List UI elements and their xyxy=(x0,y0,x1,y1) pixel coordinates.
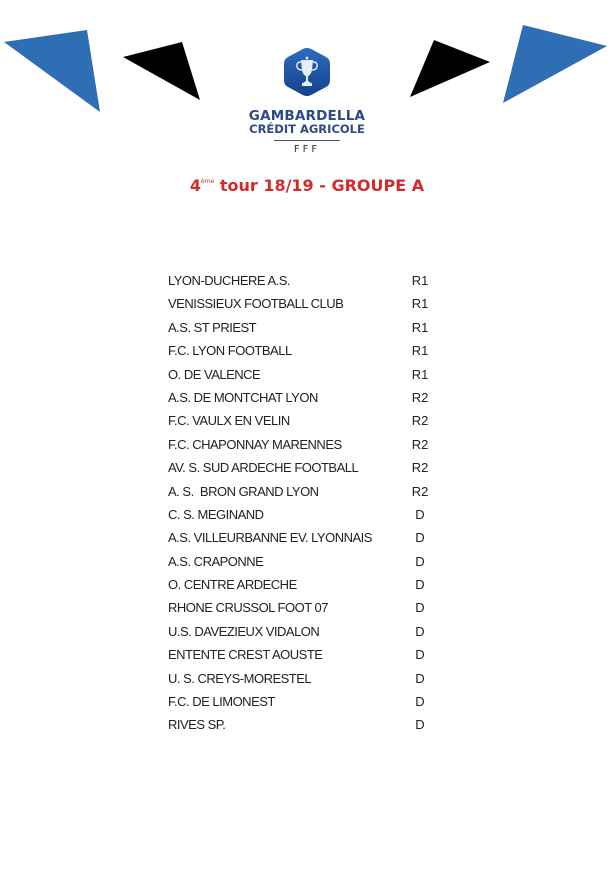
team-name: F.C. VAULX EN VELIN xyxy=(168,413,290,429)
team-level: R1 xyxy=(411,273,429,288)
team-name: VENISSIEUX FOOTBALL CLUB xyxy=(168,296,344,312)
team-level: D xyxy=(415,670,425,686)
team-row xyxy=(168,319,438,342)
team-row xyxy=(168,295,438,318)
team-level: R2 xyxy=(411,413,429,429)
team-row xyxy=(168,693,438,716)
team-row xyxy=(168,459,438,482)
team-name: A. S. BRON GRAND LYON xyxy=(168,483,319,499)
team-row xyxy=(168,342,438,365)
team-name: RHONE CRUSSOL FOOT 07 xyxy=(168,600,328,616)
team-name: RIVES SP. xyxy=(168,717,226,733)
team-row xyxy=(168,483,438,506)
team-name: U. S. CREYS-MORESTEL xyxy=(168,670,312,686)
team-name: A.S. DE MONTCHAT LYON xyxy=(168,389,318,405)
round-number: 4 xyxy=(189,176,202,195)
team-level: D xyxy=(415,623,425,639)
team-level: R2 xyxy=(411,436,429,452)
blue-triangle-left-icon xyxy=(4,30,100,112)
team-row xyxy=(168,506,438,529)
team-row xyxy=(168,553,438,576)
team-name: F.C. DE LIMONEST xyxy=(168,694,275,710)
team-name: C. S. MEGINAND xyxy=(168,506,264,522)
brand-name: GAMBARDELLA xyxy=(248,108,366,124)
team-name: LYON-DUCHERE A.S. xyxy=(168,273,291,288)
team-level: R1 xyxy=(411,319,429,335)
page-title xyxy=(0,176,614,195)
team-name: O. DE VALENCE xyxy=(168,366,261,382)
team-level: D xyxy=(415,506,425,522)
blue-triangle-right-icon xyxy=(503,25,607,103)
team-level: D xyxy=(415,647,425,663)
team-name: F.C. CHAPONNAY MARENNES xyxy=(168,436,342,452)
title-text: tour 18/19 - GROUPE A xyxy=(214,176,425,195)
team-level: D xyxy=(415,553,425,569)
team-level: D xyxy=(415,694,425,710)
brand-sponsor: CRÉDIT AGRICOLE xyxy=(249,122,365,136)
fff-mark: FFF xyxy=(293,144,321,155)
team-row xyxy=(168,272,438,295)
team-row xyxy=(168,716,438,739)
team-level: D xyxy=(415,600,425,616)
team-level: R2 xyxy=(411,460,429,476)
team-row xyxy=(168,623,438,646)
team-name: ENTENTE CREST AOUSTE xyxy=(168,647,323,663)
gambardella-logo xyxy=(240,46,374,155)
team-row xyxy=(168,529,438,552)
team-list xyxy=(168,272,438,740)
team-name: F.C. LYON FOOTBALL xyxy=(168,343,292,359)
team-name: O. CENTRE ARDECHE xyxy=(168,577,297,593)
black-triangle-right-icon xyxy=(410,40,490,97)
team-row xyxy=(168,576,438,599)
team-level: R2 xyxy=(411,389,429,405)
team-name: U.S. DAVEZIEUX VIDALON xyxy=(168,623,320,639)
team-row xyxy=(168,366,438,389)
logo-divider xyxy=(274,140,340,141)
team-name: AV. S. SUD ARDECHE FOOTBALL xyxy=(168,460,359,476)
team-level: R1 xyxy=(411,366,429,382)
team-row xyxy=(168,412,438,435)
team-level: D xyxy=(415,577,425,593)
team-level: D xyxy=(415,530,425,546)
team-row xyxy=(168,670,438,693)
team-row xyxy=(168,599,438,622)
team-level: R1 xyxy=(411,343,429,359)
team-level: R2 xyxy=(411,483,429,499)
black-triangle-left-icon xyxy=(123,42,200,100)
team-row xyxy=(168,389,438,412)
team-name: A.S. CRAPONNE xyxy=(168,553,264,569)
team-name: A.S. VILLEURBANNE EV. LYONNAIS xyxy=(168,530,372,546)
team-level: R1 xyxy=(411,296,429,312)
team-row xyxy=(168,436,438,459)
trophy-icon xyxy=(282,46,332,98)
team-name: A.S. ST PRIEST xyxy=(168,319,257,335)
round-suffix: ème xyxy=(201,178,215,185)
team-level: D xyxy=(415,717,425,733)
team-row xyxy=(168,646,438,669)
